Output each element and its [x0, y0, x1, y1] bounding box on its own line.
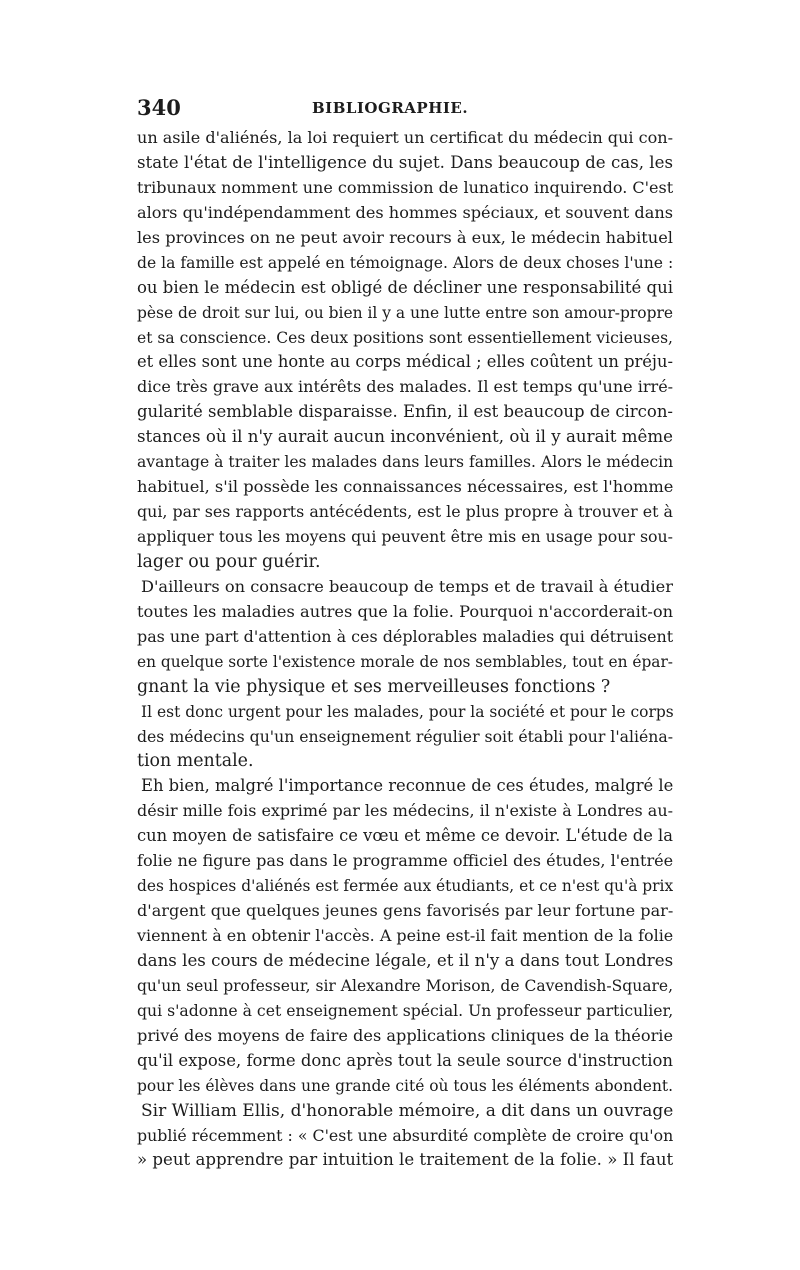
text-line: viennent à en obtenir l'accès. A peine est-il fait mention de la folie: [137, 926, 674, 945]
running-title: BIBLIOGRAPHIE.: [312, 99, 469, 117]
text-line: toutes les maladies autres que la folie. Pourquoi n'accorderait-on: [137, 601, 673, 621]
text-line: d'argent que quelques jeunes gens favorisés par leur fortune par-: [137, 901, 674, 921]
text-line: habituel, s'il possède les connaissances nécessaires, est l'homme: [137, 477, 674, 497]
text-line: désir mille fois exprimé par les médecins, il n'existe à Londres au-: [137, 801, 673, 821]
text-line: et sa conscience. Ces deux positions sont essentiellement vicieuses,: [137, 328, 673, 347]
paragraph-start-line: Eh bien, malgré l'importance reconnue de ces études, malgré le: [141, 776, 674, 796]
text-line: les provinces on ne peut avoir recours à eux, le médecin habituel: [137, 227, 673, 247]
text-line: gnant la vie physique et ses merveilleuses fonctions ?: [137, 676, 611, 697]
text-line: des médecins qu'un enseignement régulier soit établi pour l'aliéna-: [137, 726, 674, 746]
text-line: de la famille est appelé en témoignage. Alors de deux choses l'une :: [137, 253, 674, 272]
text-line: ou bien le médecin est obligé de décliner une responsabilité qui: [137, 277, 673, 297]
text-line: publié récemment : « C'est une absurdité complète de croire qu'on: [137, 1125, 674, 1145]
text-line: tribunaux nomment une commission de lunatico inquirendo. C'est: [137, 177, 674, 197]
text-line: privé des moyens de faire des applications cliniques de la théorie: [137, 1025, 673, 1045]
text-line: pèse de droit sur lui, ou bien il y a une lutte entre son amour-propre: [137, 303, 673, 322]
text-line: pas une part d'attention à ces déplorables maladies qui détruisent: [137, 626, 674, 646]
text-line: cun moyen de satisfaire ce vœu et même ce devoir. L'étude de la: [137, 826, 673, 846]
text-line: et elles sont une honte au corps médical ; elles coûtent un préju-: [137, 352, 673, 372]
paragraph-start-line: Sir William Ellis, d'honorable mémoire, a dit dans un ouvrage: [141, 1100, 674, 1121]
text-line: state l'état de l'intelligence du sujet. Dans beaucoup de cas, les: [137, 152, 673, 172]
text-line: un asile d'aliénés, la loi requiert un certificat du médecin qui con-: [137, 128, 673, 147]
text-line: qu'il expose, forme donc après tout la seule source d'instruction: [137, 1050, 673, 1070]
text-line: appliquer tous les moyens qui peuvent être mis en usage pour sou-: [137, 527, 673, 546]
text-line: folie ne figure pas dans le programme officiel des études, l'entrée: [137, 851, 674, 871]
text-line: gularité semblable disparaisse. Enfin, il est beaucoup de circon-: [137, 402, 673, 422]
text-line: qu'un seul professeur, sir Alexandre Morison, de Cavendish-Square,: [137, 976, 673, 995]
text-line: dice très grave aux intérêts des malades. Il est temps qu'une irré-: [137, 377, 674, 397]
text-line: dans les cours de médecine légale, et il n'y a dans tout Londres: [137, 950, 674, 970]
text-line: en quelque sorte l'existence morale de nos semblables, tout en épar-: [137, 652, 673, 671]
text-line: qui s'adonne à cet enseignement spécial. Un professeur particulier,: [137, 1000, 674, 1020]
text-line: qui, par ses rapports antécédents, est le plus propre à trouver et à: [137, 502, 673, 522]
text-line: des hospices d'aliénés est fermée aux étudiants, et ce n'est qu'à prix: [137, 877, 674, 896]
paragraph-start-line: Il est donc urgent pour les malades, pour la société et pour le corps: [141, 702, 674, 721]
text-line: alors qu'indépendamment des hommes spéciaux, et souvent dans: [137, 202, 673, 222]
text-line: stances où il n'y aurait aucun inconvénient, où il y aurait même: [137, 427, 673, 447]
text-line: » peut apprendre par intuition le traitement de la folie. » Il faut: [137, 1150, 674, 1170]
paragraph-start-line: D'ailleurs on consacre beaucoup de temps et de travail à étudier: [141, 576, 673, 596]
body-text: [137, 126, 673, 1173]
text-line: avantage à traiter les malades dans leurs familles. Alors le médecin: [137, 453, 674, 472]
page-header: [137, 95, 673, 125]
page-number: 340: [137, 95, 181, 120]
text-line: lager ou pour guérir.: [137, 551, 321, 572]
text-line: tion mentale.: [137, 751, 254, 772]
text-line: pour les élèves dans une grande cité où tous les éléments abondent.: [137, 1076, 673, 1095]
